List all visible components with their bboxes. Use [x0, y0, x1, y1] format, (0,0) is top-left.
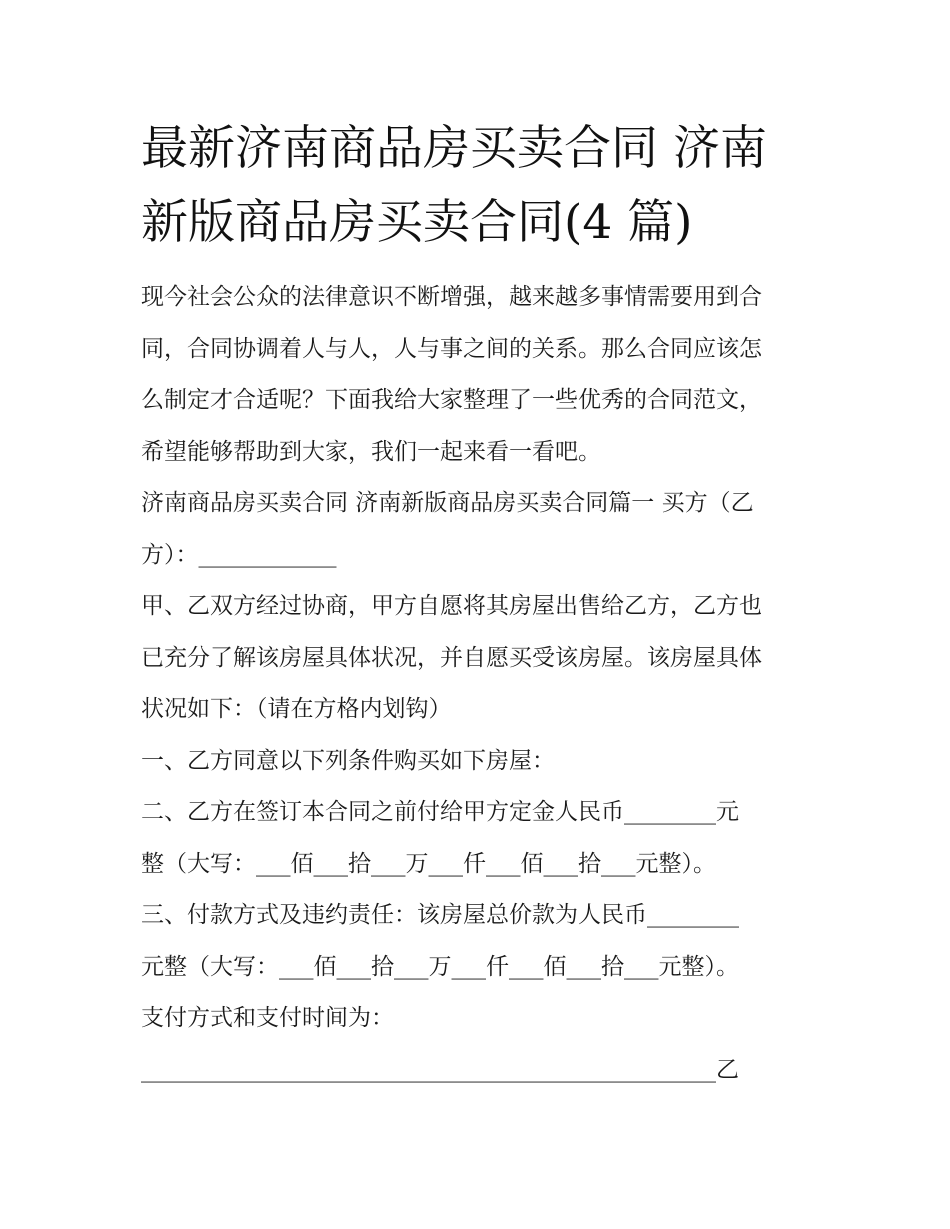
intro-line: 现今社会公众的法律意识不断增强，越来越多事情需要用到合 [141, 284, 762, 310]
paragraph-line: 已充分了解该房屋具体状况，并自愿买受该房屋。该房屋具体 [141, 644, 762, 671]
document-content [141, 112, 813, 1096]
intro-line: 希望能够帮助到大家，我们一起来看一看吧。 [141, 438, 601, 465]
payment-method-line: 支付方式和支付时间为： [141, 1005, 394, 1031]
document-title [141, 112, 813, 260]
paragraph-line: 状况如下：（请在方格内划钩） [141, 696, 452, 722]
payment-blank-line: __________________________________________________乙 [141, 1056, 739, 1083]
document-body [141, 272, 813, 1096]
clause-two-line: 二、乙方在签订本合同之前付给甲方定金人民币________元 [141, 799, 739, 825]
section-heading-line: 济南商品房买卖合同 济南新版商品房买卖合同篇一 买方（乙 [141, 490, 754, 516]
title-line: 新版商品房买卖合同(4 篇) [141, 195, 693, 250]
title-line: 最新济南商品房买卖合同 济南 [141, 121, 767, 176]
intro-line: 同，合同协调着人与人，人与事之间的关系。那么合同应该怎 [141, 335, 762, 362]
clause-one-line: 一、乙方同意以下列条件购买如下房屋： [141, 747, 555, 774]
clause-three-line: 三、付款方式及违约责任：该房屋总价款为人民币________ [141, 902, 739, 928]
buyer-blank-line: 方）：____________ [141, 541, 337, 568]
clause-three-line: 元整（大写：___佰___拾___万___仟___佰___拾___元整）。 [141, 953, 739, 980]
paragraph-line: 甲、乙双方经过协商，甲方自愿将其房屋出售给乙方，乙方也 [141, 593, 762, 619]
clause-two-line: 整（大写：___佰___拾___万___仟___佰___拾___元整）。 [141, 850, 716, 877]
intro-line: 么制定才合适呢？下面我给大家整理了一些优秀的合同范文， [141, 387, 762, 413]
